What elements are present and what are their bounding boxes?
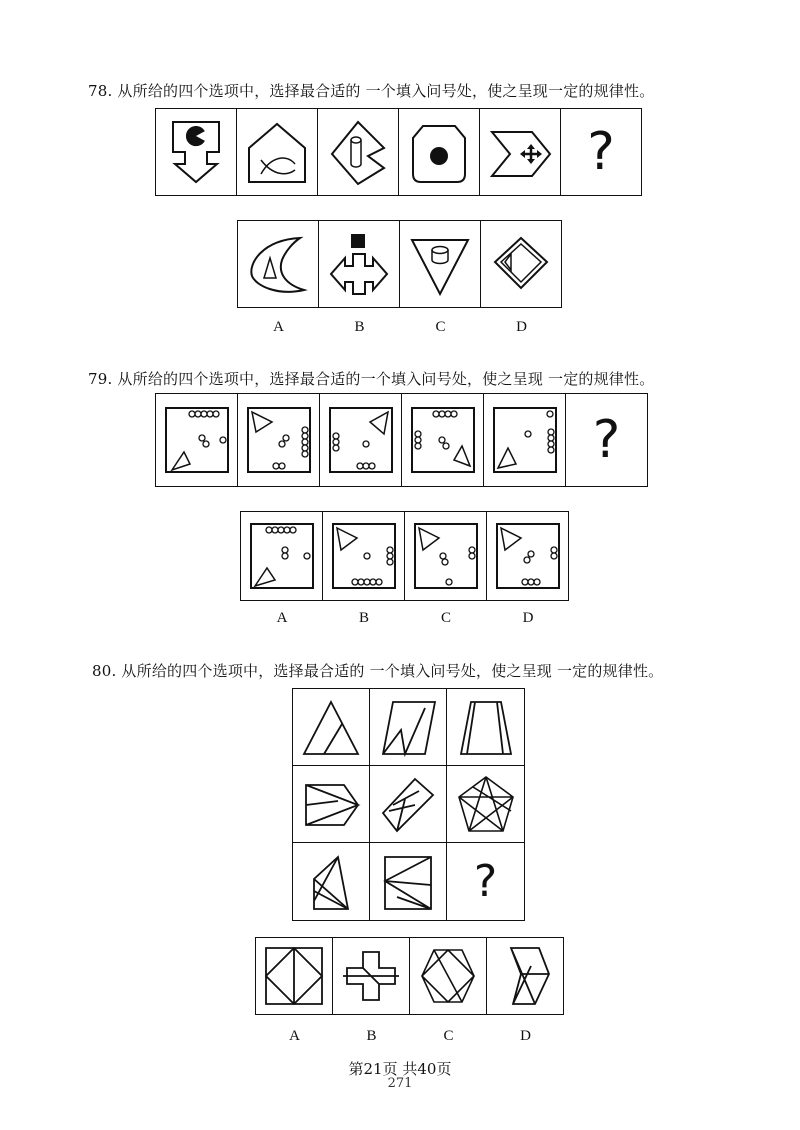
q80-option-a-label[interactable]: A xyxy=(289,1028,300,1044)
q78-figure-1 xyxy=(156,109,237,195)
q80-cell-2-3 xyxy=(447,766,524,843)
q80-cell-1-1 xyxy=(293,689,370,766)
q80-option-d-figure[interactable] xyxy=(487,938,563,1014)
q80-option-d-label[interactable]: D xyxy=(520,1028,531,1044)
q80-option-labels xyxy=(256,1028,564,1045)
q78-figure-2 xyxy=(237,109,318,195)
q79-option-labels xyxy=(241,610,569,627)
q80-option-b-label[interactable]: B xyxy=(366,1028,377,1044)
q78-option-b-label[interactable]: B xyxy=(354,319,365,335)
q79-figure-2 xyxy=(238,394,320,486)
q78-figure-5 xyxy=(480,109,561,195)
q78-options-row xyxy=(237,220,562,308)
q78-option-b-figure[interactable] xyxy=(319,221,400,307)
question-80-text: 80. 从所给的四个选项中，选择最合适的 一个填入问号处，使之呈现 一定的规律性。 xyxy=(92,662,664,680)
question-78-text: 78. 从所给的四个选项中，选择最合适的 一个填入问号处，使之呈现一定的规律性。 xyxy=(88,82,655,100)
q78-option-d-label[interactable]: D xyxy=(516,319,527,335)
q78-figure-3 xyxy=(318,109,399,195)
q80-cell-2-1 xyxy=(293,766,370,843)
q79-question-cell xyxy=(566,394,647,486)
q79-option-a-figure[interactable] xyxy=(241,512,323,600)
q80-cell-3-2 xyxy=(370,843,447,920)
q79-option-c-figure[interactable] xyxy=(405,512,487,600)
q79-figure-3 xyxy=(320,394,402,486)
q80-option-b-figure[interactable] xyxy=(333,938,410,1014)
q79-option-d-label[interactable]: D xyxy=(522,610,534,626)
question-mark: ? xyxy=(592,410,621,470)
q80-cell-1-3 xyxy=(447,689,524,766)
question-mark: ? xyxy=(473,855,498,907)
q78-question-cell xyxy=(561,109,641,195)
q79-figure-5 xyxy=(484,394,566,486)
q80-option-c-figure[interactable] xyxy=(410,938,487,1014)
q79-figure-4 xyxy=(402,394,484,486)
q80-matrix xyxy=(292,688,525,921)
q78-option-a-figure[interactable] xyxy=(238,221,319,307)
q79-options-row xyxy=(240,511,569,601)
q79-option-c-label[interactable]: C xyxy=(440,610,451,626)
q79-option-b-label[interactable]: B xyxy=(358,610,369,626)
q80-cell-1-2 xyxy=(370,689,447,766)
q79-option-b-figure[interactable] xyxy=(323,512,405,600)
q79-option-d-figure[interactable] xyxy=(487,512,568,600)
q80-cell-2-2 xyxy=(370,766,447,843)
q79-sequence-row xyxy=(155,393,648,487)
q80-question-cell xyxy=(447,843,524,920)
q78-option-labels xyxy=(238,319,562,336)
question-mark: ? xyxy=(587,122,615,182)
page-footer: 第21页 共40页 xyxy=(348,1060,452,1078)
q80-option-c-label[interactable]: C xyxy=(443,1028,454,1044)
q79-figure-1 xyxy=(156,394,238,486)
q78-figure-4 xyxy=(399,109,480,195)
q78-option-c-figure[interactable] xyxy=(400,221,481,307)
q79-option-a-label[interactable]: A xyxy=(276,610,288,626)
q78-option-c-label[interactable]: C xyxy=(435,319,446,335)
q78-sequence-row xyxy=(155,108,642,196)
q80-options-row xyxy=(255,937,564,1015)
page-number: 271 xyxy=(387,1076,413,1091)
q80-cell-3-1 xyxy=(293,843,370,920)
q80-option-a-figure[interactable] xyxy=(256,938,333,1014)
q78-option-d-figure[interactable] xyxy=(481,221,561,307)
q78-option-a-label[interactable]: A xyxy=(273,319,284,335)
question-79-text: 79. 从所给的四个选项中，选择最合适的一个填入问号处，使之呈现 一定的规律性。 xyxy=(88,370,655,388)
